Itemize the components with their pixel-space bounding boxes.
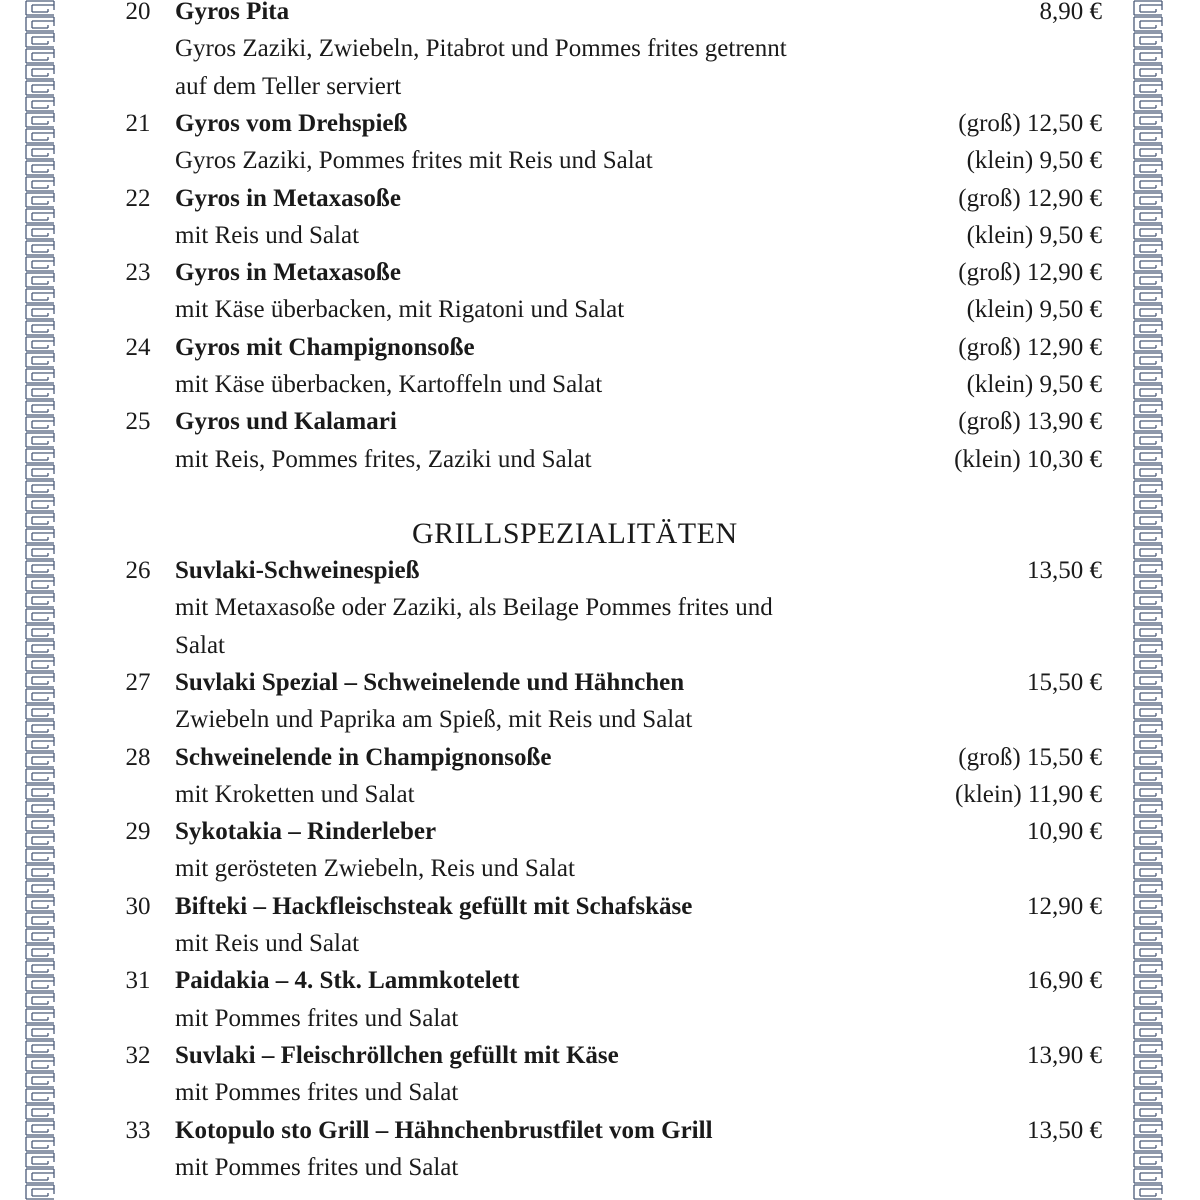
item-number: 23 bbox=[125, 259, 151, 287]
item-description: mit Reis, Pommes frites, Zaziki und Salat bbox=[175, 445, 592, 473]
item-number: 21 bbox=[125, 109, 151, 137]
item-secondary-price: (klein) 11,90 € bbox=[955, 780, 1102, 808]
item-name: Gyros vom Drehspieß bbox=[175, 109, 408, 137]
item-description: mit Metaxasoße oder Zaziki, als Beilage Pommes frites und bbox=[175, 594, 773, 622]
item-name: Paidakia – 4. Stk. Lammkotelett bbox=[175, 967, 520, 995]
menu-item-description-line bbox=[0, 366, 1200, 403]
item-number: 28 bbox=[125, 743, 151, 771]
item-secondary-price: (klein) 9,50 € bbox=[966, 147, 1102, 175]
item-number: 24 bbox=[125, 333, 151, 361]
menu-item-title-line bbox=[0, 254, 1200, 291]
menu-item-description-line bbox=[0, 776, 1200, 813]
menu-item-description-line bbox=[0, 925, 1200, 962]
menu-item-description-line bbox=[0, 1149, 1200, 1186]
item-description: mit Reis und Salat bbox=[175, 221, 360, 249]
item-price: 16,90 € bbox=[1027, 967, 1102, 995]
menu-item-description-line bbox=[0, 291, 1200, 328]
item-description: mit Pommes frites und Salat bbox=[175, 1004, 459, 1032]
menu-item-title-line bbox=[0, 664, 1200, 701]
item-name: Suvlaki – Fleischröllchen gefüllt mit Käse bbox=[175, 1041, 619, 1069]
item-name: Sykotakia – Rinderleber bbox=[175, 818, 437, 846]
item-number: 20 bbox=[125, 0, 151, 25]
menu-item-title-line bbox=[0, 962, 1200, 999]
item-name: Suvlaki-Schweinespieß bbox=[175, 557, 420, 584]
menu-item-title-line bbox=[0, 888, 1200, 925]
menu-item-description-line bbox=[0, 701, 1200, 738]
menu-item-description-line bbox=[0, 627, 1200, 664]
item-name: Suvlaki Spezial – Schweinelende und Hähnchen bbox=[175, 668, 685, 696]
item-number: 25 bbox=[125, 408, 151, 436]
item-description: mit Käse überbacken, Kartoffeln und Salat bbox=[175, 370, 603, 398]
menu-item-description-line bbox=[0, 68, 1200, 105]
item-price: (groß) 15,50 € bbox=[958, 743, 1102, 771]
item-secondary-price: (klein) 9,50 € bbox=[966, 221, 1102, 249]
item-description: mit Pommes frites und Salat bbox=[175, 1079, 459, 1107]
item-name: Gyros in Metaxasoße bbox=[175, 184, 401, 212]
menu-item-title-line bbox=[0, 1112, 1200, 1149]
item-description: mit Käse überbacken, mit Rigatoni und Salat bbox=[175, 296, 625, 324]
menu-item-title-line bbox=[0, 813, 1200, 850]
item-number: 29 bbox=[125, 818, 151, 846]
menu-item-title-line bbox=[0, 403, 1200, 440]
item-description: Gyros Zaziki, Zwiebeln, Pitabrot und Pommes frites getrennt bbox=[175, 35, 787, 63]
item-description: mit Pommes frites und Salat bbox=[175, 1153, 459, 1181]
menu-item-description-line bbox=[0, 30, 1200, 67]
menu-item-title-line bbox=[0, 180, 1200, 217]
menu-item-title-line bbox=[0, 105, 1200, 142]
menu-item-description-line bbox=[0, 589, 1200, 626]
item-secondary-price: (klein) 9,50 € bbox=[966, 370, 1102, 398]
menu-item-description-line bbox=[0, 850, 1200, 887]
item-price: (groß) 12,90 € bbox=[958, 184, 1102, 212]
menu-item-title-line bbox=[0, 0, 1200, 30]
item-number: 27 bbox=[125, 668, 151, 696]
item-price: 8,90 € bbox=[1039, 0, 1102, 25]
item-number: 22 bbox=[125, 184, 151, 212]
menu-item-title-line bbox=[0, 552, 1200, 589]
item-description: Gyros Zaziki, Pommes frites mit Reis und Salat bbox=[175, 147, 653, 175]
menu-item-description-line bbox=[0, 441, 1200, 478]
item-description: mit Kroketten und Salat bbox=[175, 780, 415, 808]
item-description: mit Reis und Salat bbox=[175, 929, 360, 957]
item-description: mit gerösteten Zwiebeln, Reis und Salat bbox=[175, 855, 575, 883]
item-name: Gyros mit Champignonsoße bbox=[175, 333, 475, 361]
item-price: 13,50 € bbox=[1027, 557, 1102, 584]
item-price: 10,90 € bbox=[1027, 818, 1102, 846]
item-name: Gyros und Kalamari bbox=[175, 408, 397, 436]
item-price: (groß) 12,90 € bbox=[958, 333, 1102, 361]
item-number: 30 bbox=[125, 892, 151, 920]
item-description: Zwiebeln und Paprika am Spieß, mit Reis und Salat bbox=[175, 706, 693, 734]
menu-item-title-line bbox=[0, 1037, 1200, 1074]
item-price: (groß) 12,90 € bbox=[958, 259, 1102, 287]
menu-item-description-line bbox=[0, 217, 1200, 254]
item-number: 32 bbox=[125, 1041, 151, 1069]
item-number: 31 bbox=[125, 967, 151, 995]
item-price: 13,90 € bbox=[1027, 1041, 1102, 1069]
item-price: (groß) 13,90 € bbox=[958, 408, 1102, 436]
item-name: Gyros Pita bbox=[175, 0, 290, 25]
item-price: 15,50 € bbox=[1027, 668, 1102, 696]
item-name: Schweinelende in Champignonsoße bbox=[175, 743, 552, 771]
menu-item-title-line bbox=[0, 739, 1200, 776]
item-secondary-price: (klein) 9,50 € bbox=[966, 296, 1102, 324]
item-number: 33 bbox=[125, 1116, 151, 1144]
menu-item-description-line bbox=[0, 1074, 1200, 1111]
item-price: 13,50 € bbox=[1027, 1116, 1102, 1144]
item-price: (groß) 12,50 € bbox=[958, 109, 1102, 137]
item-name: Kotopulo sto Grill – Hähnchenbrustfilet vom Grill bbox=[175, 1116, 713, 1144]
item-name: Bifteki – Hackfleischsteak gefüllt mit Schafskäse bbox=[175, 892, 693, 920]
item-price: 12,90 € bbox=[1027, 892, 1102, 920]
menu-item-description-line bbox=[0, 142, 1200, 179]
item-description: auf dem Teller serviert bbox=[175, 72, 402, 100]
menu-item-title-line bbox=[0, 329, 1200, 366]
item-name: Gyros in Metaxasoße bbox=[175, 259, 401, 287]
item-description: Salat bbox=[175, 631, 225, 659]
item-number: 26 bbox=[125, 557, 151, 584]
menu-item-description-line bbox=[0, 1000, 1200, 1037]
item-secondary-price: (klein) 10,30 € bbox=[954, 445, 1102, 473]
section-heading-text: GRILLSPEZIALITÄTEN bbox=[412, 517, 738, 550]
